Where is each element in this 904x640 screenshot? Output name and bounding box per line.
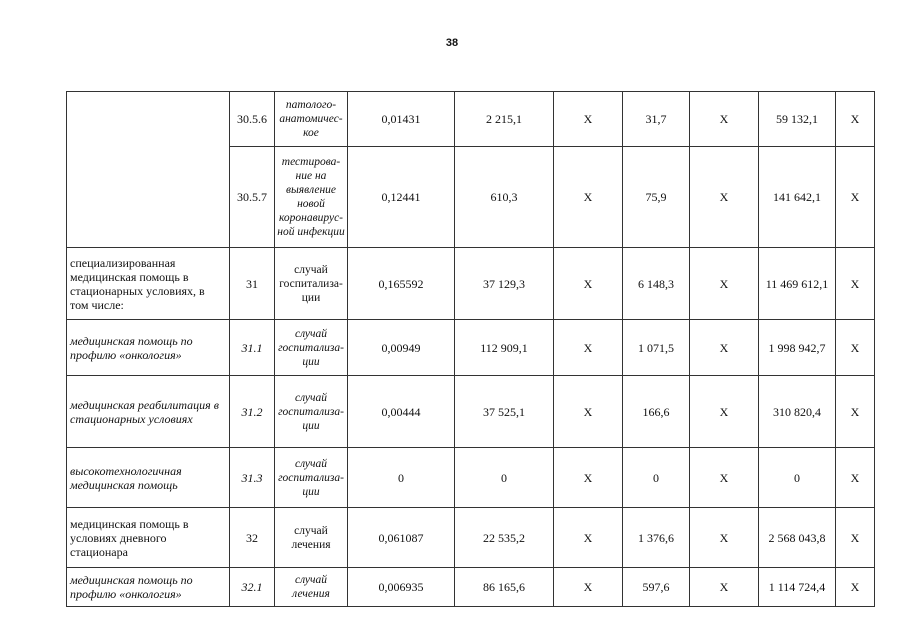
x-cell: X [554, 147, 623, 248]
value-cell: 0,061087 [348, 508, 455, 568]
table-row [67, 376, 875, 448]
table-row [67, 448, 875, 508]
unit-cell: случай лечения [275, 568, 348, 607]
x-cell: X [836, 320, 875, 376]
table-row [67, 248, 875, 320]
x-cell: X [836, 248, 875, 320]
value-cell: 0,00444 [348, 376, 455, 448]
value-cell: 0,01431 [348, 92, 455, 147]
unit-cell: случай госпитализа- ции [275, 248, 348, 320]
value-cell: 37 525,1 [455, 376, 554, 448]
value-cell: 141 642,1 [759, 147, 836, 248]
x-cell: X [554, 376, 623, 448]
code-cell: 32 [230, 508, 275, 568]
value-cell: 2 568 043,8 [759, 508, 836, 568]
code-cell: 31.3 [230, 448, 275, 508]
x-cell: X [690, 376, 759, 448]
value-cell: 0 [759, 448, 836, 508]
table-row [67, 568, 875, 607]
row-name-cell: специализированная медицинская помощь в стационарных условиях, в том числе: [67, 248, 230, 320]
norms-table [66, 91, 875, 607]
code-cell: 30.5.7 [230, 147, 275, 248]
value-cell: 86 165,6 [455, 568, 554, 607]
table-row [67, 92, 875, 147]
code-cell: 30.5.6 [230, 92, 275, 147]
value-cell: 112 909,1 [455, 320, 554, 376]
value-cell: 0 [455, 448, 554, 508]
value-cell: 0 [623, 448, 690, 508]
value-cell: 166,6 [623, 376, 690, 448]
x-cell: X [554, 248, 623, 320]
row-name-cell: высокотехнологичная медицинская помощь [67, 448, 230, 508]
x-cell: X [836, 147, 875, 248]
code-cell: 31.2 [230, 376, 275, 448]
value-cell: 37 129,3 [455, 248, 554, 320]
value-cell: 610,3 [455, 147, 554, 248]
x-cell: X [554, 320, 623, 376]
unit-cell: случай госпитализа- ции [275, 448, 348, 508]
value-cell: 0 [348, 448, 455, 508]
x-cell: X [690, 147, 759, 248]
value-cell: 597,6 [623, 568, 690, 607]
code-cell: 31 [230, 248, 275, 320]
x-cell: X [554, 568, 623, 607]
table-row [67, 508, 875, 568]
x-cell: X [690, 248, 759, 320]
value-cell: 0,165592 [348, 248, 455, 320]
value-cell: 6 148,3 [623, 248, 690, 320]
row-name-cell: медицинская помощь по профилю «онкология» [67, 568, 230, 607]
value-cell: 1 114 724,4 [759, 568, 836, 607]
unit-cell: тестирова- ние на выявление новой коронавирус- ной инфекции [275, 147, 348, 248]
code-cell: 32.1 [230, 568, 275, 607]
x-cell: X [836, 92, 875, 147]
row-name-cell-merged [67, 92, 230, 248]
x-cell: X [690, 92, 759, 147]
unit-cell: случай госпитализа- ции [275, 376, 348, 448]
value-cell: 1 376,6 [623, 508, 690, 568]
value-cell: 1 071,5 [623, 320, 690, 376]
row-name-cell: медицинская помощь по профилю «онкология» [67, 320, 230, 376]
x-cell: X [836, 568, 875, 607]
row-name-cell: медицинская реабилитация в стационарных условиях [67, 376, 230, 448]
x-cell: X [554, 92, 623, 147]
x-cell: X [836, 376, 875, 448]
value-cell: 0,006935 [348, 568, 455, 607]
x-cell: X [836, 448, 875, 508]
x-cell: X [690, 508, 759, 568]
value-cell: 1 998 942,7 [759, 320, 836, 376]
x-cell: X [690, 320, 759, 376]
value-cell: 59 132,1 [759, 92, 836, 147]
unit-cell: патолого- анатомичес- кое [275, 92, 348, 147]
value-cell: 310 820,4 [759, 376, 836, 448]
x-cell: X [554, 508, 623, 568]
page-number: 38 [445, 37, 459, 49]
value-cell: 0,12441 [348, 147, 455, 248]
value-cell: 22 535,2 [455, 508, 554, 568]
value-cell: 11 469 612,1 [759, 248, 836, 320]
value-cell: 2 215,1 [455, 92, 554, 147]
unit-cell: случай лечения [275, 508, 348, 568]
unit-cell: случай госпитализа- ции [275, 320, 348, 376]
table-row [67, 320, 875, 376]
x-cell: X [836, 508, 875, 568]
value-cell: 31,7 [623, 92, 690, 147]
x-cell: X [554, 448, 623, 508]
value-cell: 75,9 [623, 147, 690, 248]
value-cell: 0,00949 [348, 320, 455, 376]
code-cell: 31.1 [230, 320, 275, 376]
row-name-cell: медицинская помощь в условиях дневного стационара [67, 508, 230, 568]
x-cell: X [690, 448, 759, 508]
x-cell: X [690, 568, 759, 607]
